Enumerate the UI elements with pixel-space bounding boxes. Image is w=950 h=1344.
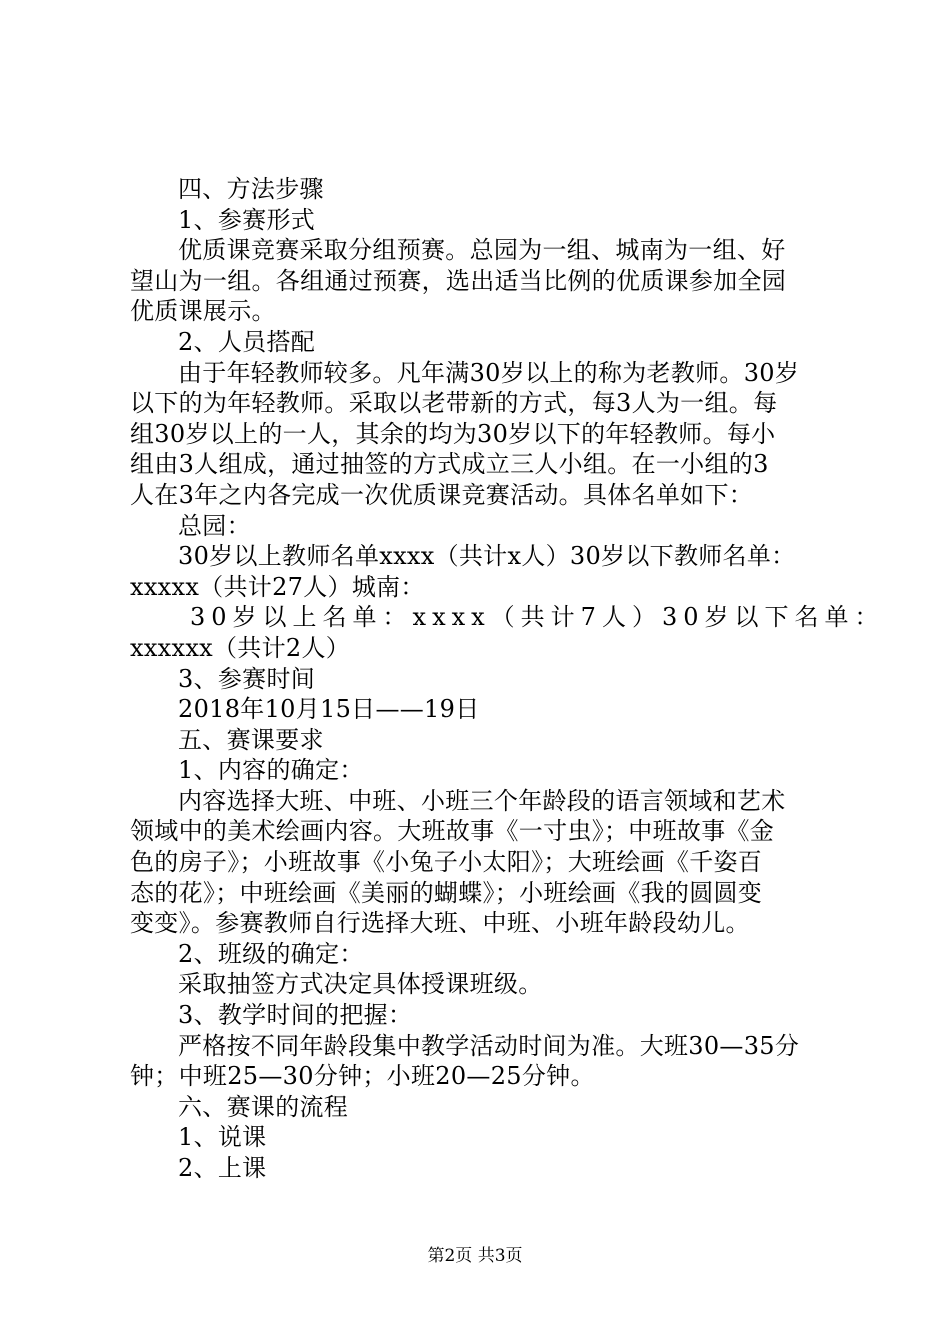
subheading-teaching-time: 3、教学时间的把握： bbox=[178, 1001, 413, 1030]
section-heading-methods: 四、方法步骤 bbox=[178, 175, 324, 203]
subheading-staffing: 2、人员搭配 bbox=[178, 327, 316, 356]
paragraph-line: 30岁以上教师名单xxxx（共计x人）30岁以下教师名单： bbox=[178, 542, 796, 571]
paragraph-line: 钟；中班25—30分钟；小班20—25分钟。 bbox=[130, 1062, 595, 1091]
paragraph-line: 色的房子》；小班故事《小兔子小太阳》；大班绘画《千姿百 bbox=[130, 848, 763, 877]
paragraph-line: 变变》。参赛教师自行选择大班、中班、小班年龄段幼儿。 bbox=[130, 909, 750, 938]
paragraph-line: 内容选择大班、中班、小班三个年龄段的语言领域和艺术 bbox=[178, 786, 786, 815]
paragraph-line: xxxxxx（共计2人） bbox=[130, 633, 351, 662]
subheading-content: 1、内容的确定： bbox=[178, 756, 364, 785]
date-range: 2018年10月15日——19日 bbox=[178, 695, 480, 724]
paragraph-line: 态的花》；中班绘画《美丽的蝴蝶》；小班绘画《我的圆圆变 bbox=[130, 878, 763, 907]
list-item: 1、说课 bbox=[178, 1123, 267, 1152]
paragraph-line: 采取抽签方式决定具体授课班级。 bbox=[178, 970, 543, 999]
paragraph-line: 组30岁以上的一人，其余的均为30岁以下的年轻教师。每小 bbox=[130, 419, 776, 448]
section-heading-requirements: 五、赛课要求 bbox=[178, 725, 324, 754]
paragraph-line: 望山为一组。各组通过预赛，选出适当比例的优质课参加全园 bbox=[130, 266, 787, 295]
section-heading-process: 六、赛课的流程 bbox=[178, 1092, 349, 1121]
paragraph-line: 组由3人组成，通过抽签的方式成立三人小组。在一小组的3 bbox=[130, 450, 769, 479]
paragraph-line: 人在3年之内各完成一次优质课竞赛活动。具体名单如下： bbox=[130, 480, 754, 509]
paragraph-line: xxxxx（共计27人）城南： bbox=[130, 572, 425, 601]
subheading-time: 3、参赛时间 bbox=[178, 664, 316, 693]
paragraph-line: 优质课竞赛采取分组预赛。总园为一组、城南为一组、好 bbox=[178, 236, 786, 265]
list-item: 2、上课 bbox=[178, 1154, 267, 1182]
subheading-format: 1、参赛形式 bbox=[178, 205, 316, 234]
page-footer: 第2页 共3页 bbox=[427, 1246, 523, 1266]
paragraph-line: 领域中的美术绘画内容。大班故事《一寸虫》；中班故事《金 bbox=[130, 817, 775, 846]
paragraph-line: 优质课展示。 bbox=[130, 297, 276, 326]
label-main-campus: 总园： bbox=[178, 511, 251, 540]
paragraph-line: 严格按不同年龄段集中教学活动时间为准。大班30—35分 bbox=[178, 1031, 800, 1060]
paragraph-line: 30岁以上名单：xxxx（共计7人）30岁以下名单： bbox=[190, 603, 885, 632]
paragraph-line: 由于年轻教师较多。凡年满30岁以上的称为老教师。30岁 bbox=[178, 358, 800, 387]
paragraph-line: 以下的为年轻教师。采取以老带新的方式，每3人为一组。每 bbox=[130, 389, 778, 418]
subheading-class: 2、班级的确定： bbox=[178, 939, 364, 968]
document-body bbox=[130, 174, 885, 1184]
